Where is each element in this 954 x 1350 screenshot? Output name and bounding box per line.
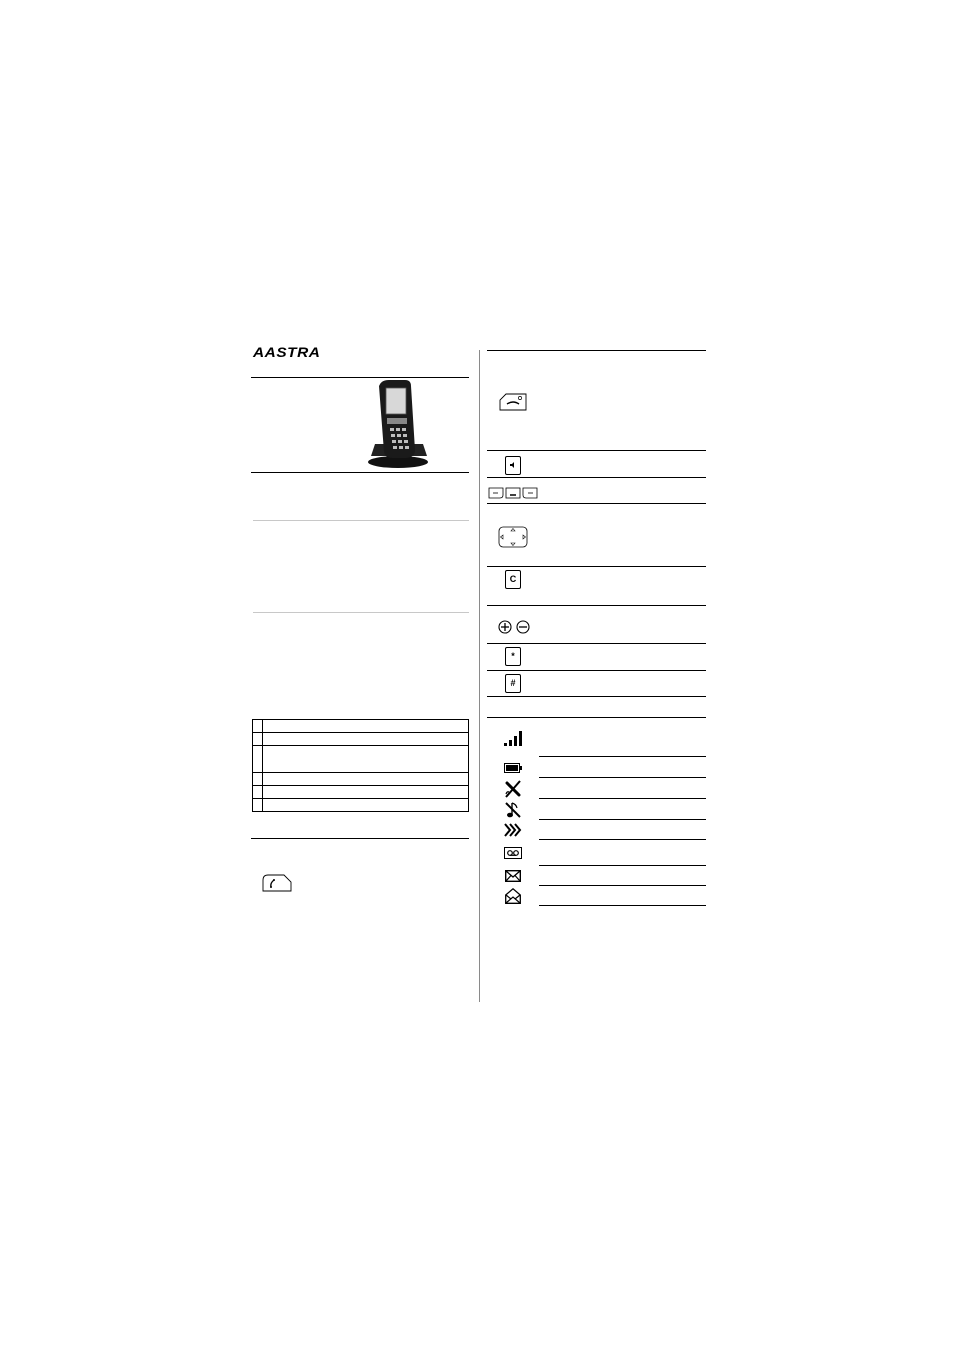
- rule: [539, 905, 706, 906]
- ringer-off-icon: [504, 801, 522, 819]
- rule: [487, 450, 706, 451]
- rule: [539, 885, 706, 886]
- rule: [487, 503, 706, 504]
- rule: [487, 350, 706, 351]
- table-row: [253, 799, 469, 812]
- rule: [487, 605, 706, 606]
- rule: [487, 670, 706, 671]
- column-divider: [479, 350, 480, 1002]
- table-row: [253, 746, 469, 773]
- hash-key-label: #: [510, 678, 516, 688]
- aastra-logo: AASTRA: [253, 344, 321, 360]
- table-row: [253, 773, 469, 786]
- read-message-icon: [505, 888, 521, 904]
- clear-key-label: C: [509, 574, 517, 584]
- navigation-key-icon: [498, 526, 528, 548]
- rule: [539, 777, 706, 778]
- key-legend-table: [252, 719, 469, 812]
- rule: [487, 696, 706, 697]
- hash-key-icon: [505, 674, 521, 693]
- new-message-icon: [505, 870, 521, 882]
- handset-charger-image: [365, 378, 435, 470]
- clear-key-icon: [505, 570, 521, 589]
- signal-strength-icon: [504, 730, 522, 746]
- rule: [251, 472, 469, 473]
- rule: [487, 717, 706, 718]
- rule: [539, 819, 706, 820]
- call-forwarding-icon: [504, 823, 522, 837]
- rule: [251, 377, 469, 378]
- rule: [487, 477, 706, 478]
- battery-icon: [504, 763, 522, 773]
- table-row: [253, 720, 469, 733]
- loudspeaker-key-icon: [505, 456, 521, 475]
- rule: [539, 839, 706, 840]
- rule: [487, 566, 706, 567]
- rule: [487, 643, 706, 644]
- rule-light: [253, 520, 469, 521]
- rule: [539, 756, 706, 757]
- rule: [539, 865, 706, 866]
- star-key-label: *: [511, 651, 515, 661]
- rule-light: [253, 612, 469, 613]
- on-hook-key-icon: [499, 393, 527, 411]
- volume-plus-minus-icon: [497, 620, 533, 634]
- microphone-off-icon: [504, 780, 522, 798]
- table-row: [253, 733, 469, 746]
- softkeys-icon: [488, 487, 538, 499]
- voicemail-icon: [504, 847, 522, 859]
- off-hook-key-icon: [262, 874, 292, 892]
- table-row: [253, 786, 469, 799]
- star-key-icon: [505, 647, 521, 666]
- rule: [539, 798, 706, 799]
- rule: [251, 838, 469, 839]
